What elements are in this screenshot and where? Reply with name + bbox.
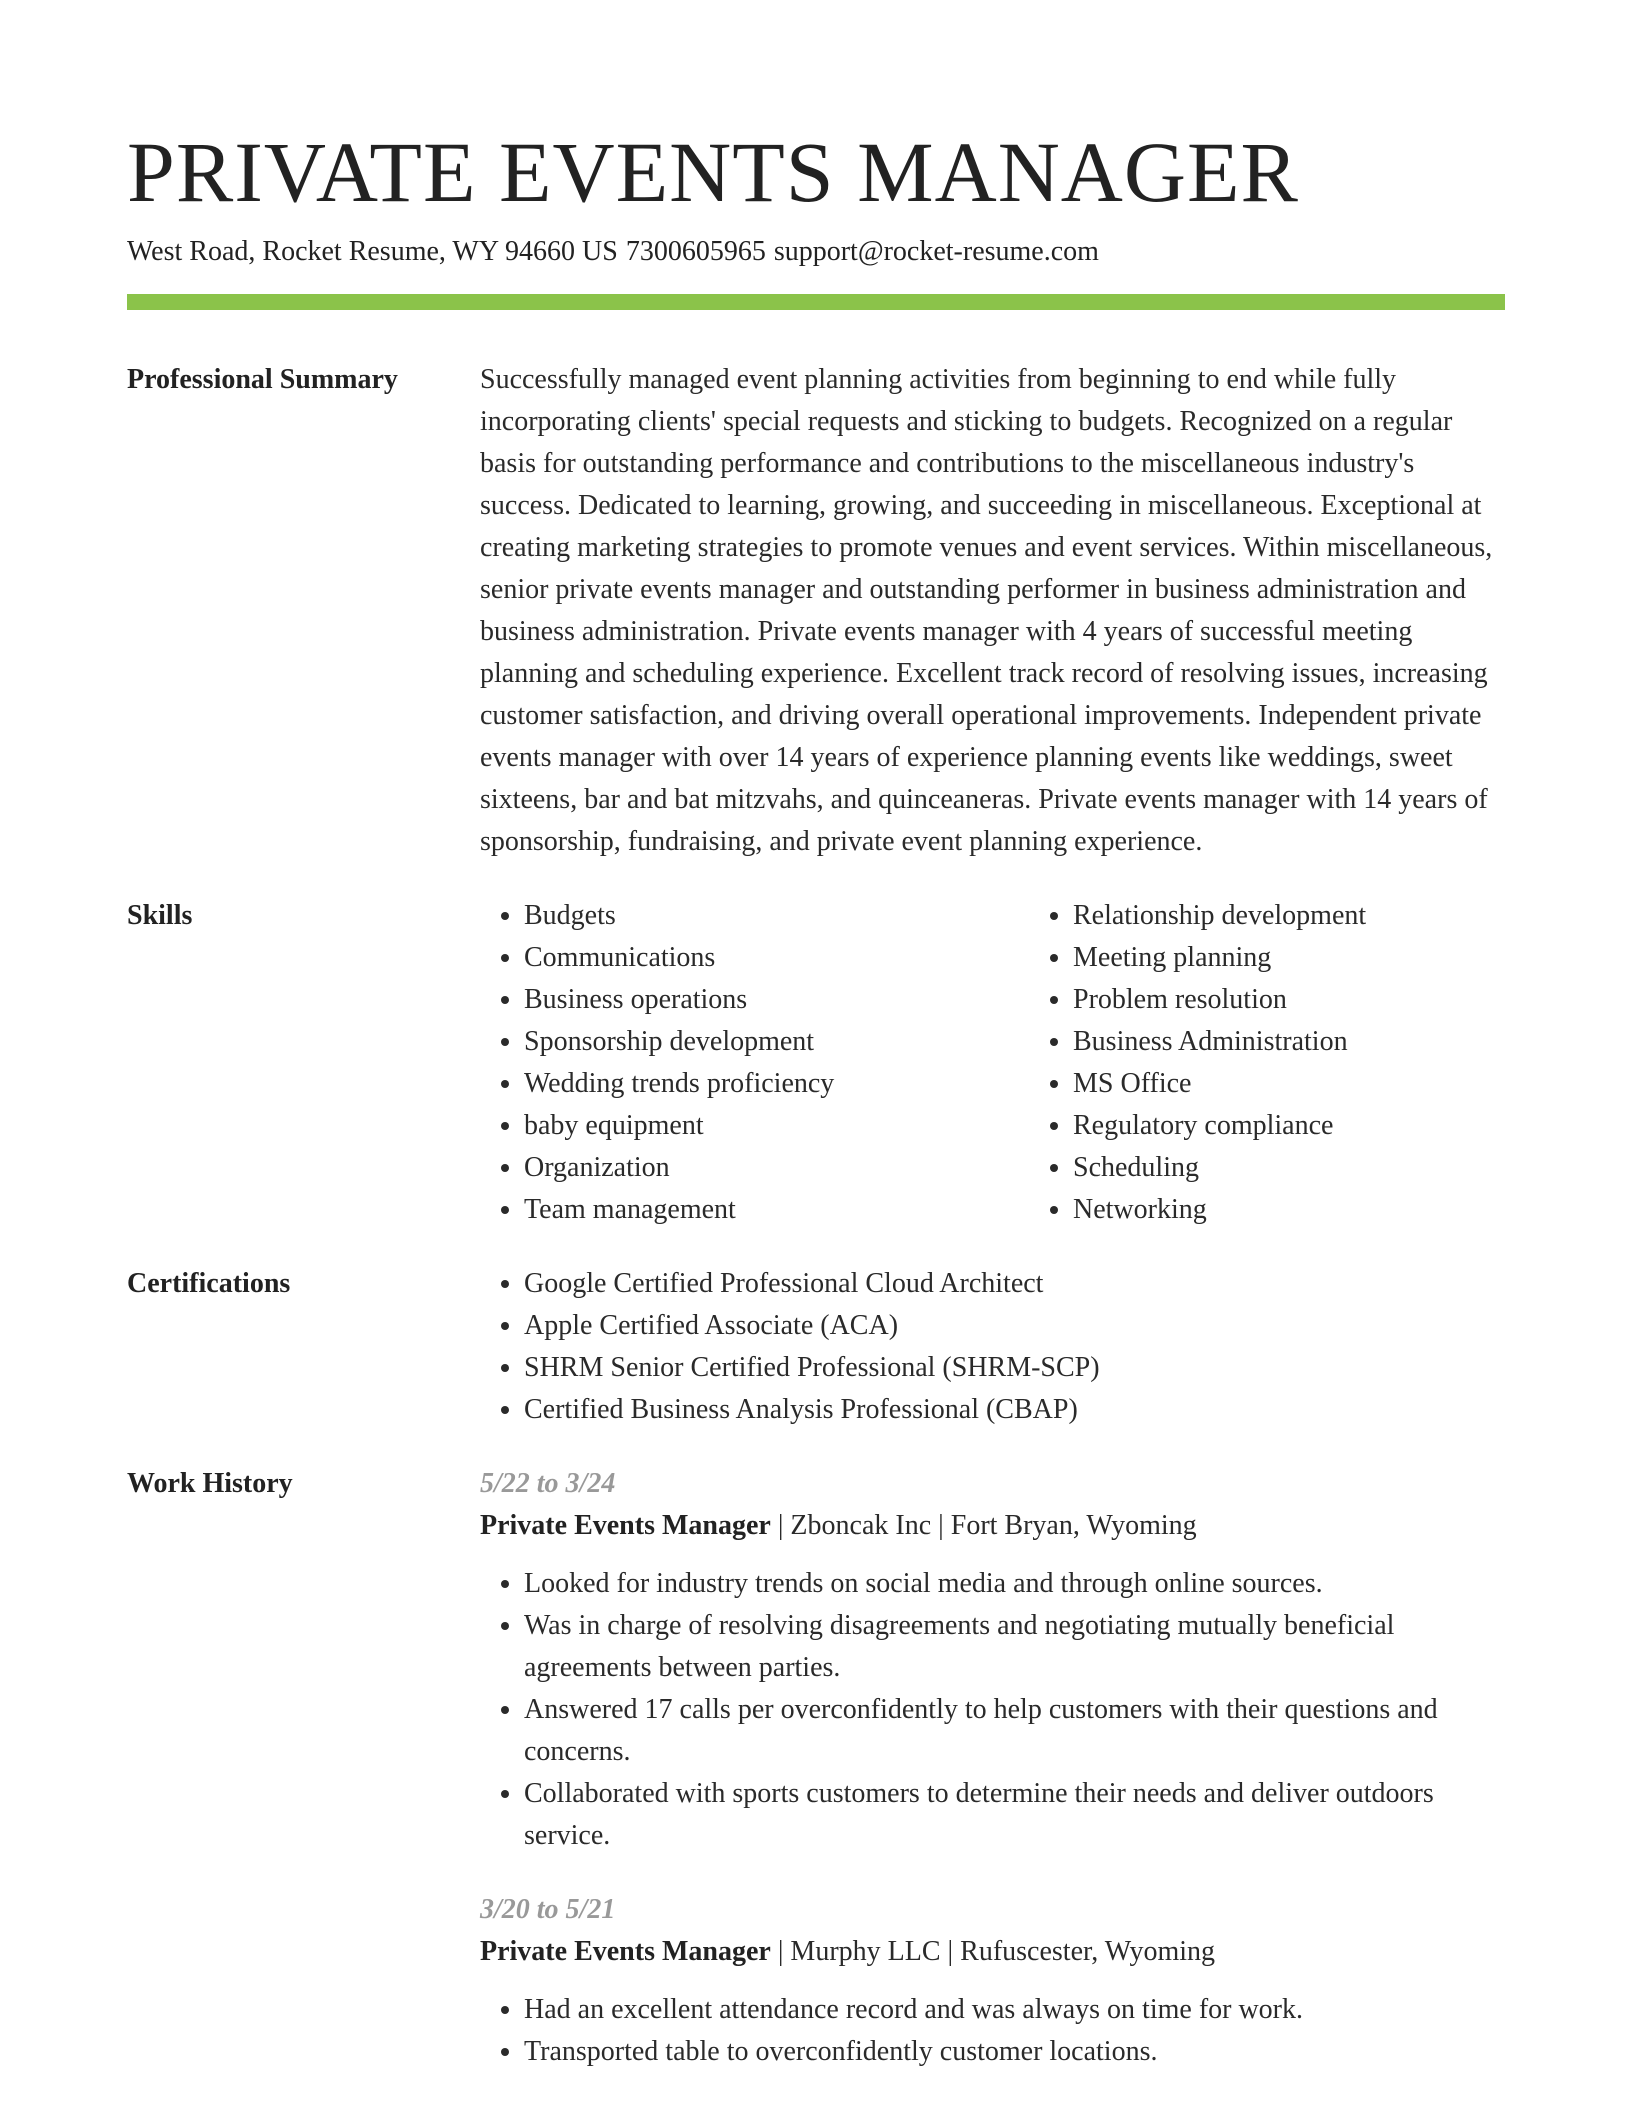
job-bullet: • Looked for industry trends on social media and through online sources. — [524, 1563, 1505, 1605]
resume-title: PRIVATE EVENTS MANAGER — [127, 124, 1299, 220]
job-title: Private Events Manager — [480, 1510, 771, 1541]
skill-item: • Meeting planning — [1073, 937, 1578, 979]
address: West Road, Rocket Resume, WY 94660 US — [127, 236, 618, 267]
skills-list-left — [480, 895, 1029, 1231]
skill-item: • baby equipment — [524, 1105, 1029, 1147]
skill-item: • Communications — [524, 937, 1029, 979]
skill-item: • Team management — [524, 1189, 1029, 1231]
job-employer-location: | Murphy LLC | Rufuscester, Wyoming — [770, 1936, 1215, 1967]
section-label-certifications: Certifications — [127, 1268, 291, 1299]
summary-section — [127, 359, 1505, 863]
skill-item: • Networking — [1073, 1189, 1578, 1231]
work-history-section — [127, 1463, 1505, 2073]
skill-item: • Business Administration — [1073, 1021, 1578, 1063]
job-dates: 3/20 to 5/21 — [480, 1894, 616, 1925]
email: support@rocket-resume.com — [773, 236, 1099, 267]
job-dates: 5/22 to 3/24 — [480, 1468, 616, 1499]
job-bullet: • Collaborated with sports customers to determine their needs and deliver outdoors service. — [524, 1773, 1505, 1857]
accent-divider — [127, 294, 1505, 310]
section-label-work-history: Work History — [127, 1468, 293, 1499]
skills-section — [127, 895, 1505, 1231]
skill-item: • Relationship development — [1073, 895, 1578, 937]
certification-item: • Certified Business Analysis Professional (CBAP) — [524, 1389, 1505, 1431]
job-bullet: • Had an excellent attendance record and was always on time for work. — [524, 1989, 1505, 2031]
certification-item: • Google Certified Professional Cloud Architect — [524, 1263, 1505, 1305]
skill-item: • Scheduling — [1073, 1147, 1578, 1189]
job-bullet: • Answered 17 calls per overconfidently to help customers with their questions and concerns. — [524, 1689, 1505, 1773]
skill-item: • Business operations — [524, 979, 1029, 1021]
skills-list-right — [1029, 895, 1578, 1231]
job-heading — [480, 1505, 1505, 1547]
skill-item: • Budgets — [524, 895, 1029, 937]
skill-item: • MS Office — [1073, 1063, 1578, 1105]
certifications-list — [480, 1263, 1505, 1431]
job-heading — [480, 1931, 1505, 1973]
job-entry — [480, 1463, 1505, 1857]
job-bullet: • Was in charge of resolving disagreements and negotiating mutually beneficial agreements between parties. — [524, 1605, 1505, 1689]
job-employer-location: | Zboncak Inc | Fort Bryan, Wyoming — [770, 1510, 1197, 1541]
skill-item: • Organization — [524, 1147, 1029, 1189]
job-bullets — [480, 1989, 1505, 2073]
section-label-summary: Professional Summary — [127, 364, 398, 395]
skill-item: • Wedding trends proficiency — [524, 1063, 1029, 1105]
skills-columns — [480, 895, 1578, 1231]
summary-text: Successfully managed event planning activities from beginning to end while fully incorporating clients' special requests and sticking to budgets. Recognized on a regular basis for outstanding performance and contributions to the miscellaneous industry's success. Dedicated to learning, growing, and succeeding in miscellaneous. Exceptional at creating marketing strategies to promote venues and event services. Within miscellaneous, senior private events manager and outstanding performer in business administration and business administration. Private events manager with 4 years of successful meeting planning and scheduling experience. Excellent track record of resolving issues, increasing customer satisfaction, and driving overall operational improvements. Independent private events manager with over 14 years of experience planning events like weddings, sweet sixteens, bar and bat mitzvahs, and quinceaneras. Private events manager with 14 years of sponsorship, fundraising, and private event planning experience. — [480, 364, 1493, 857]
section-label-skills: Skills — [127, 900, 193, 931]
skill-item: • Regulatory compliance — [1073, 1105, 1578, 1147]
job-title: Private Events Manager — [480, 1936, 771, 1967]
job-entry — [480, 1889, 1505, 2073]
certification-item: • Apple Certified Associate (ACA) — [524, 1305, 1505, 1347]
certification-item: • SHRM Senior Certified Professional (SHRM-SCP) — [524, 1347, 1505, 1389]
work-history-body — [480, 1463, 1505, 2073]
job-bullets — [480, 1563, 1505, 1857]
phone: 7300605965 — [625, 236, 766, 267]
contact-line — [127, 232, 1505, 272]
job-bullet: • Transported table to overconfidently customer locations. — [524, 2031, 1505, 2073]
certifications-section — [127, 1263, 1505, 1431]
skill-item: • Sponsorship development — [524, 1021, 1029, 1063]
skill-item: • Problem resolution — [1073, 979, 1578, 1021]
